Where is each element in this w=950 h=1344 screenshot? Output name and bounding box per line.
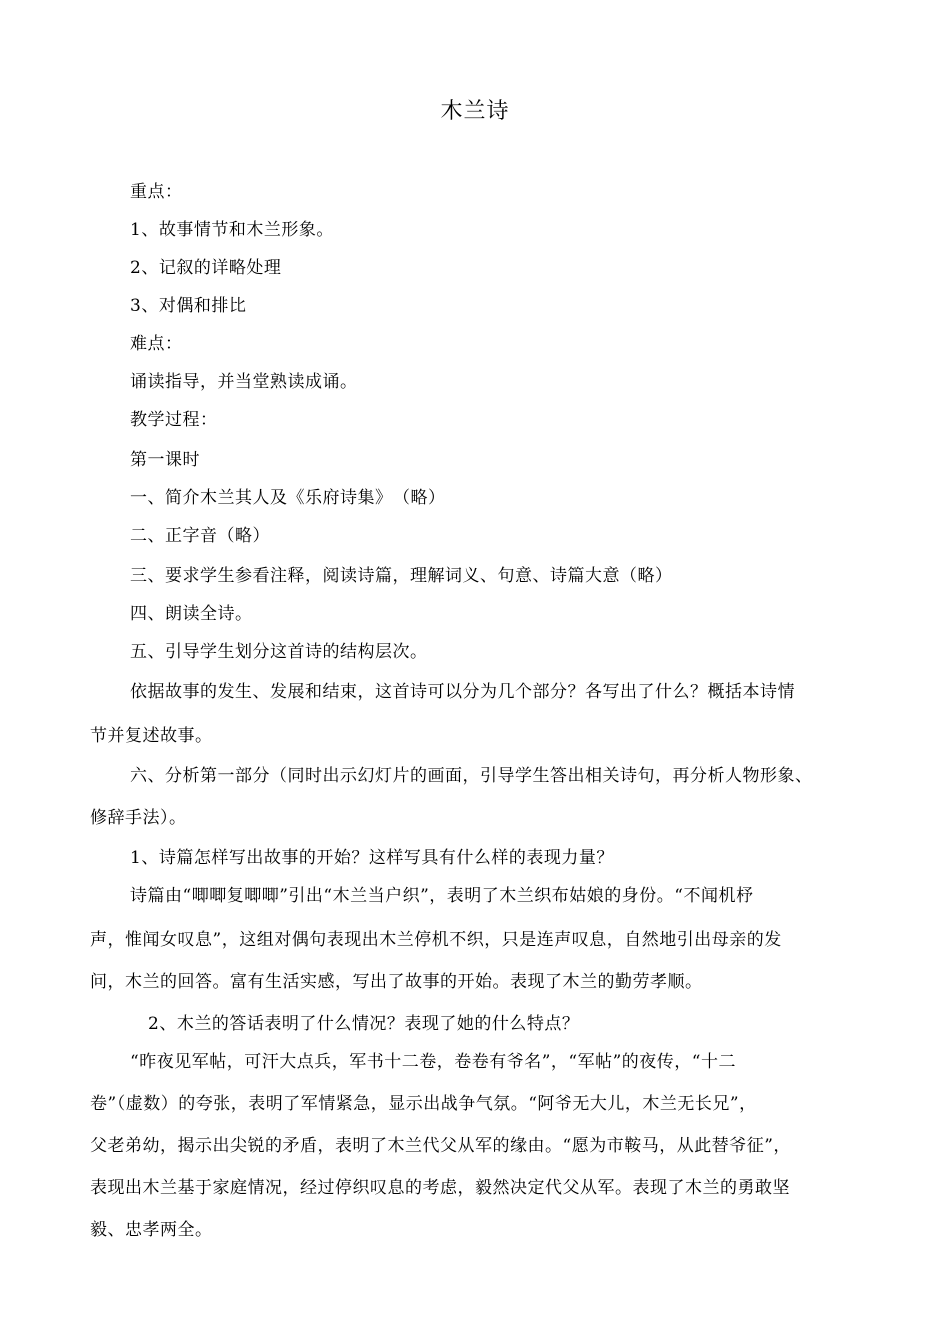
heading-first-lesson: 第一课时 [130, 450, 200, 470]
paragraph-line: 毅、忠孝两全。 [90, 1220, 213, 1240]
heading-key-points: 重点： [130, 182, 183, 202]
step-4: 四、朗读全诗。 [130, 604, 253, 624]
heading-teaching-process: 教学过程： [130, 410, 218, 430]
step-3: 三、要求学生参看注释，阅读诗篇，理解词义、句意、诗篇大意（略） [130, 566, 673, 586]
question-2: 2、木兰的答话表明了什么情况？表现了她的什么特点？ [148, 1014, 580, 1034]
paragraph-line: 卷”（虚数）的夸张，表明了军情紧急，显示出战争气氛。“阿爷无大儿，木兰无长兄”， [90, 1094, 757, 1114]
key-point-1: 1、故事情节和木兰形象。 [130, 220, 334, 240]
paragraph-line: 问，木兰的回答。富有生活实感，写出了故事的开始。表现了木兰的勤劳孝顺。 [90, 972, 703, 992]
paragraph-line: 诗篇由“唧唧复唧唧”引出“木兰当户织”，表明了木兰织布姑娘的身份。“不闻机杼 [130, 886, 754, 906]
step-2: 二、正字音（略） [130, 526, 270, 546]
paragraph-line: 声，惟闻女叹息”，这组对偶句表现出木兰停机不织，只是连声叹息，自然地引出母亲的发 [90, 930, 782, 950]
step-6: 六、分析第一部分（同时出示幻灯片的画面，引导学生答出相关诗句，再分析人物形象、 [130, 766, 813, 786]
paragraph-line: 节并复述故事。 [90, 726, 213, 746]
paragraph-line: 表现出木兰基于家庭情况，经过停织叹息的考虑，毅然决定代父从军。表现了木兰的勇敢坚 [90, 1178, 790, 1198]
paragraph-line: 父老弟幼，揭示出尖锐的矛盾，表明了木兰代父从军的缘由。“愿为市鞍马，从此替爷征”， [90, 1136, 791, 1156]
document-title: 木兰诗 [440, 99, 510, 124]
heading-difficulty: 难点： [130, 334, 183, 354]
step-5: 五、引导学生划分这首诗的结构层次。 [130, 642, 428, 662]
paragraph-line: 修辞手法）。 [90, 808, 187, 828]
key-point-2: 2、记叙的详略处理 [130, 258, 282, 278]
paragraph-line: 依据故事的发生、发展和结束，这首诗可以分为几个部分？各写出了什么？概括本诗情 [130, 682, 795, 702]
key-point-3: 3、对偶和排比 [130, 296, 247, 316]
question-1: 1、诗篇怎样写出故事的开始？这样写具有什么样的表现力量？ [130, 848, 614, 868]
paragraph-line: “昨夜见军帖，可汗大点兵，军书十二卷，卷卷有爷名”，“军帖”的夜传，“十二 [130, 1052, 736, 1072]
step-1: 一、简介木兰其人及《乐府诗集》 （略） [130, 488, 446, 508]
difficulty-text: 诵读指导，并当堂熟读成诵。 [130, 372, 358, 392]
